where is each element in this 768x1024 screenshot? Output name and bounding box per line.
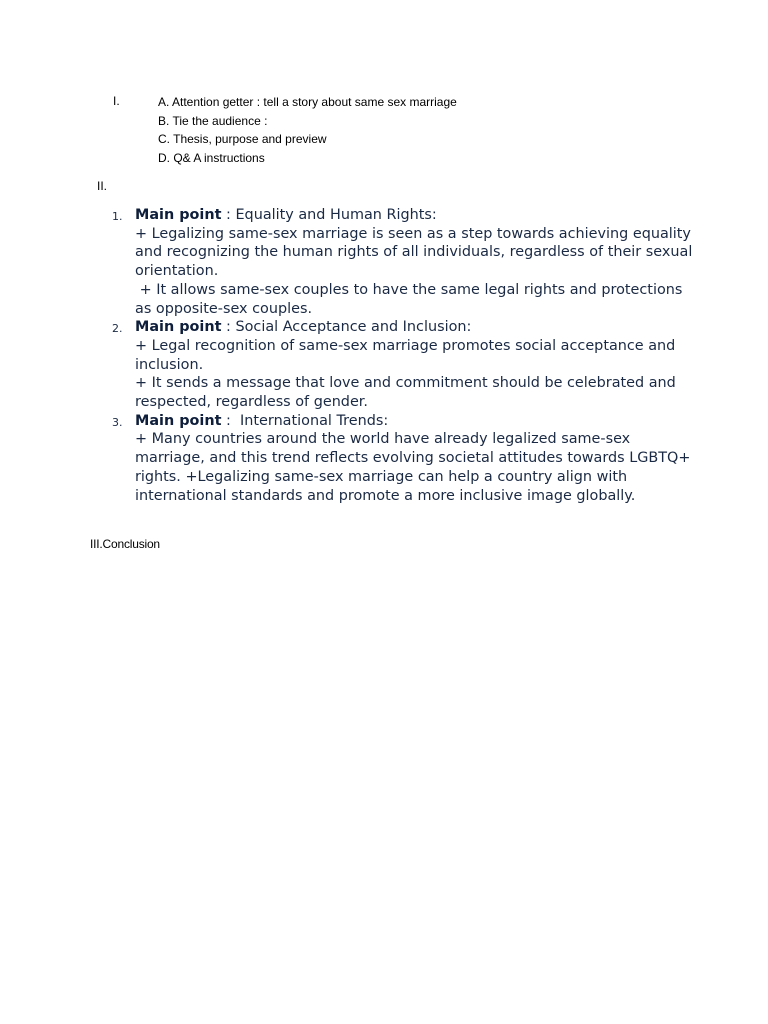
- point-label: Main point: [135, 319, 222, 336]
- point-detail: + Many countries around the world have already legalized same-sex marriage, and this trend reflects evolving societal attitudes towards LGBTQ+ rights. +Legalizing same-sex marriage can help a country align with international standards and promote a more inclusive image globally.: [135, 431, 691, 504]
- list-item: B. Tie the audience :: [158, 113, 268, 128]
- section-2-numeral: II.: [97, 179, 108, 193]
- point-title: : Social Acceptance and Inclusion:: [221, 319, 472, 336]
- point-title: : Equality and Human Rights:: [221, 207, 437, 223]
- section-1-numeral: I.: [113, 94, 120, 108]
- point-number: 2.: [112, 322, 123, 336]
- main-point-item: [0, 206, 768, 318]
- point-title: : International Trends:: [221, 412, 389, 429]
- point-label: Main point: [135, 207, 222, 223]
- point-heading: [135, 206, 695, 225]
- point-number: 1.: [112, 210, 123, 223]
- point-body: [135, 206, 695, 318]
- point-body: [135, 412, 695, 506]
- point-heading: [135, 318, 695, 337]
- point-detail: + It sends a message that love and commitment should be celebrated and respected, regardless of gender.: [135, 375, 676, 411]
- conclusion-heading: III.Conclusion: [90, 537, 160, 551]
- main-points-list: [0, 206, 768, 505]
- point-heading: [135, 412, 695, 431]
- main-point-item: [0, 318, 768, 412]
- point-label: Main point: [135, 412, 222, 429]
- point-number: 3.: [112, 415, 123, 429]
- list-item: A. Attention getter : tell a story about same sex marriage: [158, 95, 457, 109]
- section-1-list: [158, 94, 457, 168]
- list-item: C. Thesis, purpose and preview: [158, 132, 327, 147]
- list-item: D. Q& A instructions: [158, 150, 265, 165]
- point-body: [135, 318, 695, 412]
- point-detail: + It allows same-sex couples to have the same legal rights and protections as opposite-sex couples.: [135, 281, 687, 317]
- point-detail: + Legal recognition of same-sex marriage promotes social acceptance and inclusion.: [135, 337, 676, 373]
- main-point-item: [0, 412, 768, 506]
- point-detail: + Legalizing same-sex marriage is seen as a step towards achieving equality and recognizing the human rights of all individuals, regardless of their sexual orientation.: [135, 225, 693, 280]
